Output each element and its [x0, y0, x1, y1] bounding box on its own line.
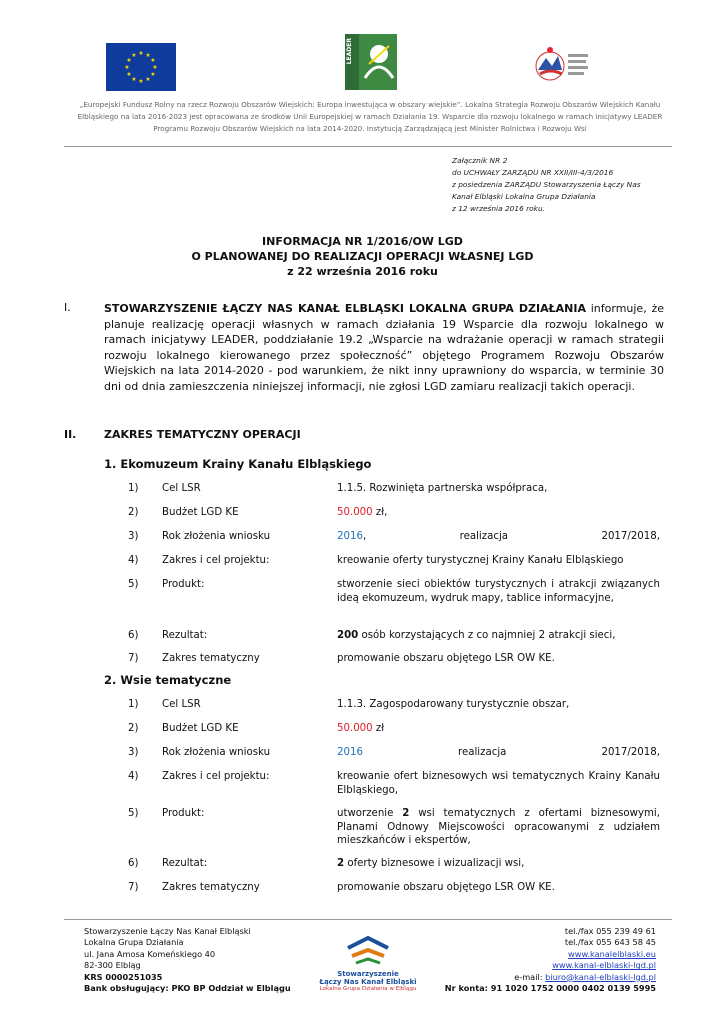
row-number: 1)	[128, 699, 139, 710]
row-number: 3)	[128, 531, 139, 542]
title-line: O PLANOWANEJ DO REALIZACJI OPERACJI WŁASNEJ LGD	[191, 250, 534, 263]
svg-text:★: ★	[131, 52, 137, 59]
row-number: 3)	[128, 747, 139, 758]
annex-line: do UCHWAŁY ZARZĄDU NR XXII/III-4/3/2016	[452, 168, 614, 177]
title-line: INFORMACJA NR 1/2016/OW LGD	[262, 235, 463, 248]
row-value: kreowanie ofert biznesowych wsi tematycznych Krainy Kanału Elbląskiego,	[337, 771, 660, 796]
svg-text:★: ★	[150, 57, 156, 64]
submission-year: 2016	[337, 531, 363, 542]
website-link[interactable]: www.kanal-elblaski-lgd.pl	[552, 960, 656, 971]
funding-note: „Europejski Fundusz Rolny na rzecz Rozwoju Obszarów Wiejskich: Europa inwestująca w obszary wiejskie”. Lokalna Strategia Rozwoju Obszarów Wiejskich Kanału Elbląskiego na lata 2016-2023 jest opracowana ze środków Unii Europejskiej w ramach Działania 19. Wsparcie dla rozwoju lokalnego w ramach inicjatywy LEADER Programu Rozwoju Obszarów Wiejskich na lata 2014-2020. Instytucją Zarządzającą jest Minister Rolnictwa i Rozwoju Wsi	[77, 100, 663, 133]
result-text: oferty biznesowe i wizualizacji wsi,	[344, 858, 525, 869]
svg-text:★: ★	[138, 50, 144, 57]
logo-subtext: Lokalna Grupa Działania w Elblągu	[319, 986, 417, 992]
row-label: Zakres i cel projektu:	[162, 555, 270, 566]
row-number: 6)	[128, 858, 139, 869]
svg-text:★: ★	[145, 76, 151, 83]
budget-currency: zł	[372, 723, 385, 734]
row-value: 1.1.3. Zagospodarowany turystycznie obszar,	[337, 699, 570, 710]
row-value	[337, 807, 660, 848]
result-count: 200	[337, 630, 359, 641]
section-number: II.	[64, 428, 77, 441]
eu-flag-logo	[106, 43, 176, 91]
row-label: Rezultat:	[162, 858, 208, 869]
product-count: 2	[402, 808, 410, 819]
footer-line: Lokalna Grupa Działania	[84, 937, 184, 948]
row-number: 2)	[128, 723, 139, 734]
row-number: 5)	[128, 579, 139, 590]
budget-amount: 50.000	[337, 723, 373, 734]
realization-years: 2017/2018,	[601, 531, 660, 542]
row-label: Zakres tematyczny	[162, 882, 260, 893]
annex-line: z 12 września 2016 roku.	[452, 204, 545, 213]
organization-name: STOWARZYSZENIE ŁĄCZY NAS KANAŁ ELBLĄSKI LOKALNA GRUPA DZIAŁANIA	[104, 302, 586, 315]
result-text: osób korzystających z co najmniej 2 atrakcji sieci,	[358, 630, 616, 641]
svg-text:★: ★	[150, 71, 156, 78]
footer-phone: tel./fax 055 643 58 45	[564, 937, 656, 948]
row-label: Rok złożenia wniosku	[162, 747, 271, 758]
row-value: promowanie obszaru objętego LSR OW KE.	[337, 882, 555, 893]
annex-reference	[452, 155, 692, 215]
row-number: 1)	[128, 483, 139, 494]
row-number: 2)	[128, 507, 139, 518]
comma: ,	[362, 531, 367, 542]
submission-year: 2016	[337, 747, 363, 758]
row-label: Rezultat:	[162, 630, 208, 641]
section-1-paragraph	[104, 301, 664, 395]
association-logo	[318, 936, 418, 1006]
realization-label: realizacja	[458, 747, 507, 758]
section-number: I.	[64, 301, 71, 314]
row-number: 5)	[128, 808, 139, 819]
row-value: kreowanie oferty turystycznej Krainy Kanału Elbląskiego	[337, 555, 624, 566]
website-link[interactable]: www.kanalelblaski.eu	[568, 948, 656, 959]
realization-label: realizacja	[459, 531, 509, 542]
annex-line: z posiedzenia ZARZĄDU Stowarzyszenia Łączy Nas	[452, 180, 641, 189]
footer-line: Stowarzyszenie Łączy Nas Kanał Elbląski	[84, 926, 251, 936]
section-2-title: ZAKRES TEMATYCZNY OPERACJI	[104, 428, 301, 441]
footer-divider	[64, 919, 672, 920]
row-label: Cel LSR	[162, 483, 201, 494]
budget-currency: zł,	[372, 507, 388, 518]
row-number: 4)	[128, 771, 139, 782]
row-label: Budżet LGD KE	[162, 723, 239, 734]
row-label: Produkt:	[162, 808, 205, 819]
svg-text:★: ★	[152, 64, 158, 71]
row-value	[337, 722, 660, 736]
row-label: Zakres tematyczny	[162, 653, 260, 664]
svg-text:★: ★	[126, 71, 132, 78]
association-logo-icon	[318, 936, 418, 966]
logo-text: Łączy Nas Kanał Elbląski	[319, 978, 417, 986]
svg-text:★: ★	[131, 76, 137, 83]
row-label: Zakres i cel projektu:	[162, 771, 270, 782]
row-value	[337, 506, 660, 520]
footer-phone: tel./fax 055 239 49 61	[564, 926, 656, 936]
footer-contact	[420, 926, 656, 994]
row-label: Cel LSR	[162, 699, 201, 710]
footer-account: Nr konta: 91 1020 1752 0000 0402 0139 5995	[444, 983, 656, 994]
row-number: 6)	[128, 630, 139, 641]
row-value	[337, 746, 660, 760]
result-count: 2	[337, 858, 345, 869]
annex-line: Kanał Elbląski Lokalna Grupa Działania	[452, 192, 596, 201]
header-divider	[64, 146, 672, 147]
row-value: promowanie obszaru objętego LSR OW KE.	[337, 653, 555, 664]
footer-krs: KRS 0000251035	[84, 971, 163, 982]
row-number: 7)	[128, 653, 139, 664]
realization-years: 2017/2018,	[601, 747, 660, 758]
product-text: utworzenie	[337, 808, 403, 819]
title-line: z 22 września 2016 roku	[287, 265, 438, 278]
row-value	[337, 530, 660, 544]
row-number: 4)	[128, 555, 139, 566]
row-value: 1.1.5. Rozwinięta partnerska współpraca,	[337, 483, 548, 494]
svg-text:★: ★	[138, 78, 144, 85]
svg-text:★: ★	[126, 57, 132, 64]
row-value	[337, 629, 660, 643]
row-value: stworzenie sieci obiektów turystycznych i atrakcji związanych ideą ekomuzeum, wydruk mapy, tablice informacyjne,	[337, 579, 660, 604]
document-title	[80, 234, 645, 279]
prow-logo	[532, 40, 592, 90]
svg-text:★: ★	[124, 64, 130, 71]
footer-address	[84, 926, 324, 994]
budget-amount: 50.000	[337, 507, 373, 518]
svg-text:★: ★	[145, 52, 151, 59]
section-1-text: informuje, że planuje realizację operacji własnych w ramach działania 19 Wsparcie dla rozwoju lokalnego w ramach inicjatywy LEADER, poddziałanie 19.2 „Wsparcie na wdrażanie operacji w ramach strategii rozwoju lokalnego kierowanego przez społeczność” objętego Programem Rozwoju Obszarów Wiejskich na lata 2014-2020 - pod warunkiem, że nikt inny uprawniony do wsparcia, w terminie 30 dni od dnia zamieszczenia niniejszej informacji, nie zgłosi LGD zamiaru realizacji takich operacji.	[104, 302, 664, 393]
email-link[interactable]: biuro@kanal-elblaski-lgd.pl	[545, 971, 656, 982]
row-label: Rok złożenia wniosku	[162, 531, 271, 542]
footer-line: 82-300 Elbląg	[84, 960, 141, 971]
email-label: e-mail:	[514, 971, 546, 982]
footer-line: ul. Jana Amosa Komeńskiego 40	[84, 948, 216, 959]
annex-line: Załącznik NR 2	[452, 156, 508, 165]
row-number: 7)	[128, 882, 139, 893]
leader-logo	[345, 34, 397, 90]
logo-text: Stowarzyszenie	[337, 970, 399, 978]
row-value	[337, 857, 660, 871]
product-text: wsi tematycznych z ofertami biznesowymi, Planami Odnowy Miejscowości opracowanymi z udziałem mieszkańców i ekspertów,	[337, 808, 660, 847]
leader-logo-text: LEADER	[346, 38, 353, 65]
project-2-title: 2. Wsie tematyczne	[104, 673, 232, 687]
row-label: Produkt:	[162, 579, 205, 590]
footer-bank: Bank obsługujący: PKO BP Oddział w Elblągu	[84, 983, 291, 994]
row-label: Budżet LGD KE	[162, 507, 239, 518]
project-1-title: 1. Ekomuzeum Krainy Kanału Elbląskiego	[104, 457, 372, 471]
